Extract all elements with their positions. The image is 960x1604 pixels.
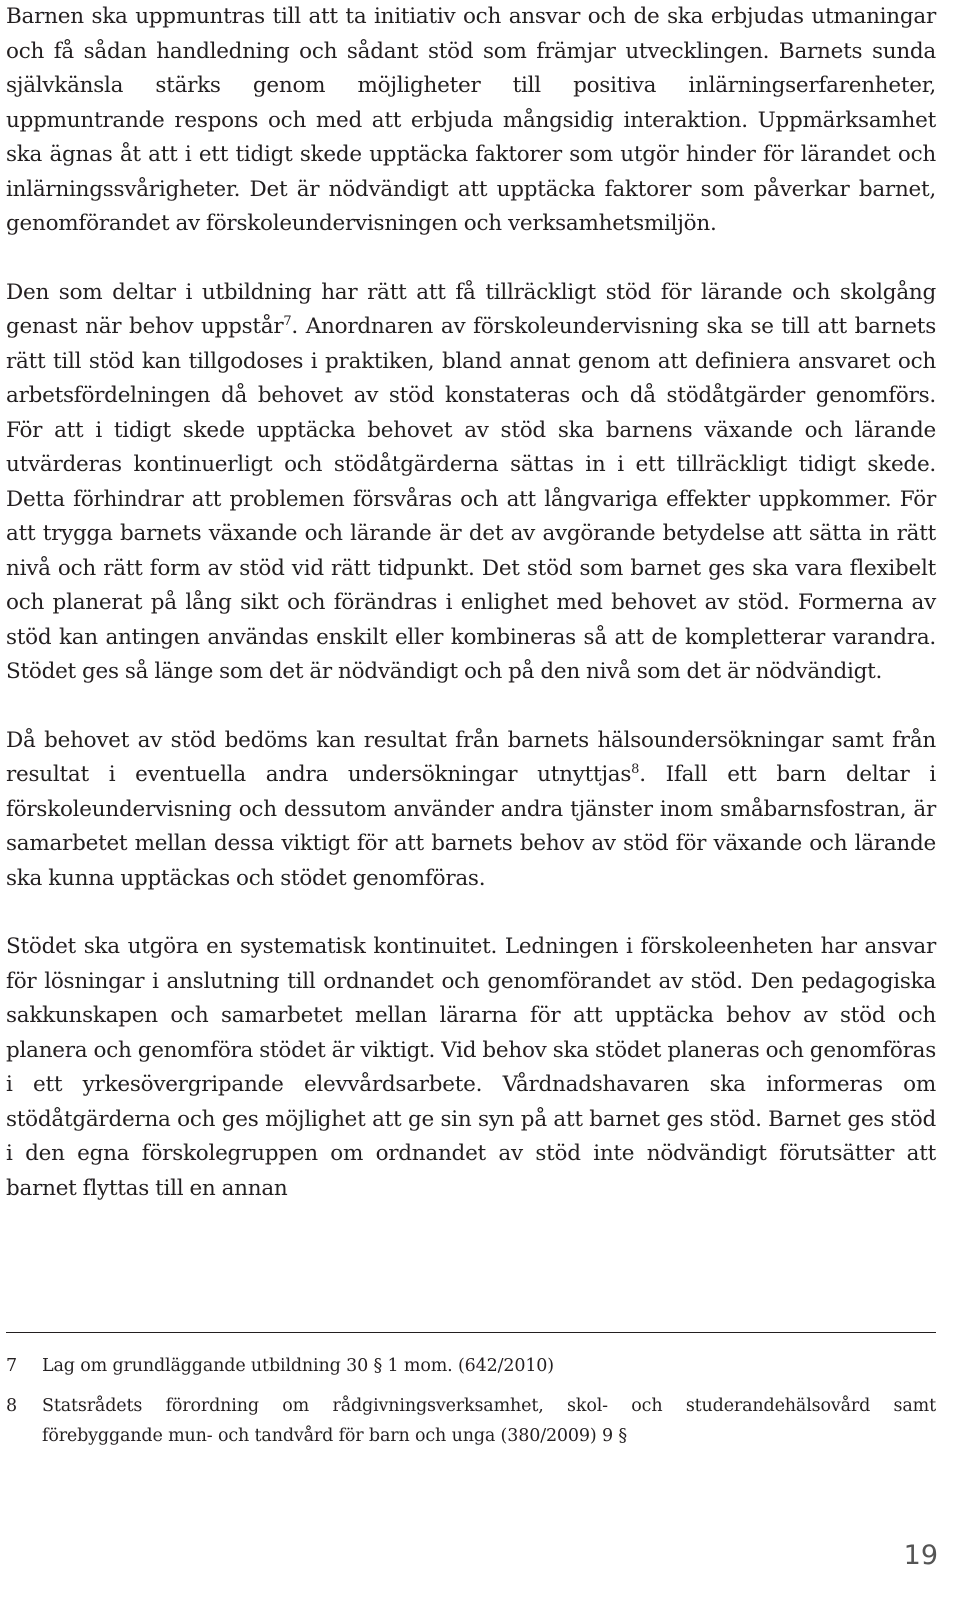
paragraph-2-text-before: Den som deltar i utbildning har rätt att få tillräckligt stöd för lärande och skolgång genast när behov uppstår bbox=[6, 279, 936, 339]
footnotes bbox=[6, 1351, 936, 1461]
paragraph-spacer bbox=[6, 896, 936, 930]
paragraph-2 bbox=[6, 276, 936, 690]
paragraph-4: Stödet ska utgöra en systematisk kontinuitet. Ledningen i förskoleenheten har ansvar för lösningar i anslutning till ordnandet och genomförandet av stöd. Den pedagogiska sakkunskapen och samarbetet mellan lärarna för att upptäcka behov av stöd och planera och genomföra stödet är viktigt. Vid behov ska stödet planeras och genomföras i ett yrkesövergripande elevvårdsarbete. Vårdnadshavaren ska informeras om stödåtgärderna och ges möjlighet att ge sin syn på att barnet ges stöd. Barnet ges stöd i den egna förskolegruppen om ordnandet av stöd inte nödvändigt förutsätter att barnet flyttas till en annan bbox=[6, 934, 936, 1201]
footnote-7 bbox=[6, 1351, 936, 1381]
footnote-text: Lag om grundläggande utbildning 30 § 1 mom. (642/2010) bbox=[42, 1356, 554, 1376]
paragraph-3-text-before: Då behovet av stöd bedöms kan resultat från barnets hälsoundersökningar samt från resultat i eventuella andra undersökningar utnyttjas bbox=[6, 727, 936, 787]
footnote-number: 7 bbox=[6, 1356, 17, 1376]
paragraph-2-text-after: . Anordnaren av förskoleundervisning ska se till att barnets rätt till stöd kan tillgodoses i praktiken, bland annat genom att definiera ansvaret och arbetsfördelningen då behovet av stöd konstateras och då stödåtgärder genomförs. För att i tidigt skede upptäcka behovet av stöd ska barnens växande och lärande utvärderas kontinuerligt och stödåtgärderna sättas in i ett tillräckligt tidigt skede. Detta förhindrar att problemen försvåras och att långvariga effekter uppkommer. För att trygga barnets växande och lärande är det av avgörande betydelse att sätta in rätt nivå och rätt form av stöd vid rätt tidpunkt. Det stöd som barnet ges ska vara flexibelt och planerat på lång sikt och förändras i enlighet med behovet av stöd. Formerna av stöd kan antingen användas enskilt eller kombineras så att de kompletterar varandra. Stödet ges så länge som det är nödvändigt och på den nivå som det är nödvändigt. bbox=[6, 314, 936, 684]
paragraph-1: Barnen ska uppmuntras till att ta initiativ och ansvar och de ska erbjudas utmaningar och få sådan handledning och sådant stöd som främjar utvecklingen. Barnets sunda självkänsla stärks genom möjligheter till positiva inlärningserfarenheter, uppmuntrande respons och med att erbjuda mångsidig interaktion. Uppmärksamhet ska ägnas åt att i ett tidigt skede upptäcka faktorer som utgör hinder för lärandet och inlärningssvårigheter. Det är nödvändigt att upptäcka faktorer som påverkar barnet, genomförandet av förskoleundervisningen och verksamhetsmiljön. bbox=[6, 4, 936, 236]
page-number: 19 bbox=[903, 1540, 938, 1571]
paragraph-spacer bbox=[6, 242, 936, 276]
footnote-text: Statsrådets förordning om rådgivningsverksamhet, skol- och studerandehälsovård samt förebyggande mun- och tandvård för barn och unga (380/2009) 9 § bbox=[42, 1396, 936, 1446]
paragraph-spacer bbox=[6, 690, 936, 724]
body-text bbox=[6, 0, 936, 1206]
footnote-number: 8 bbox=[6, 1396, 17, 1416]
footnote-reference-8[interactable]: 8 bbox=[631, 762, 640, 777]
paragraph-3 bbox=[6, 724, 936, 897]
footnote-8 bbox=[6, 1391, 936, 1451]
footnote-reference-7[interactable]: 7 bbox=[283, 314, 292, 329]
paragraph-3-text-after: . Ifall ett barn deltar i förskoleundervisning och dessutom använder andra tjänster inom småbarnsfostran, är samarbetet mellan dessa viktigt för att barnets behov av stöd för växande och lärande ska kunna upptäckas och stödet genomföras. bbox=[6, 762, 936, 891]
footnote-divider bbox=[6, 1332, 936, 1333]
